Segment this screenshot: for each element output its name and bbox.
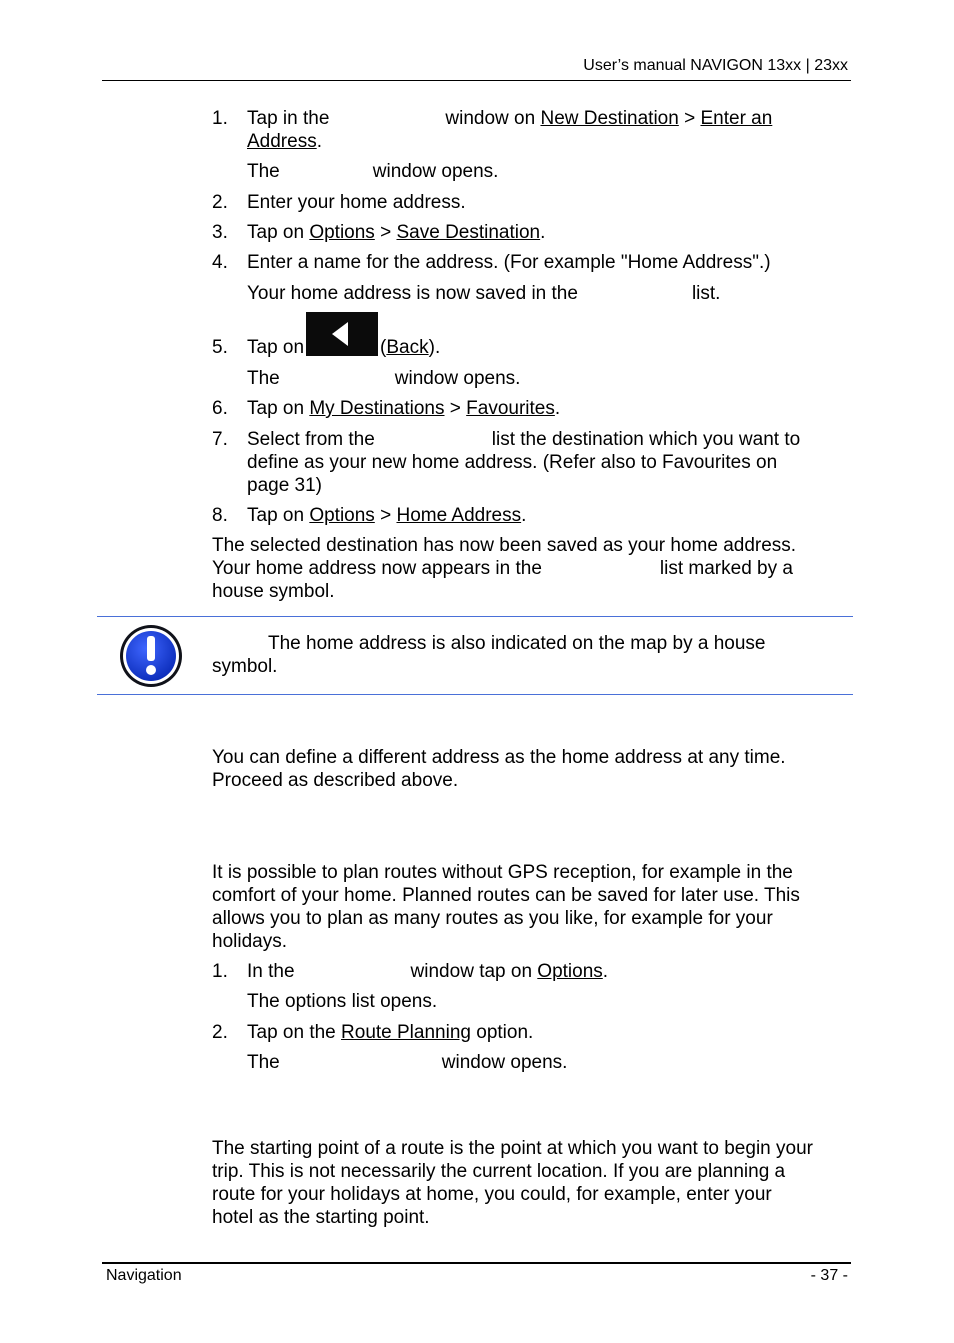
step-text: In the — [247, 961, 295, 982]
punct: . — [554, 398, 561, 419]
header-rule — [102, 80, 851, 81]
back-arrow-icon — [330, 322, 352, 346]
options-link[interactable]: Options — [309, 505, 375, 526]
step-number: 6. — [212, 398, 228, 419]
my-destinations-link[interactable]: My Destinations — [309, 398, 445, 419]
result-text: window opens. — [372, 161, 499, 182]
step-text: Tap on — [247, 398, 305, 419]
step-text: Select from the — [247, 429, 375, 450]
result-text: The — [247, 1052, 280, 1073]
home-address-link[interactable]: Home Address — [396, 505, 522, 526]
step-number: 1. — [212, 961, 228, 982]
save-destination-link[interactable]: Save Destination — [396, 222, 541, 243]
step-5-text — [247, 312, 847, 371]
step-number: 2. — [212, 1022, 228, 1043]
note-text — [212, 632, 847, 678]
result-text: Your home address is now saved in the — [247, 283, 578, 304]
plan-step-2-result — [247, 1051, 847, 1074]
separator: > — [380, 222, 392, 243]
punct: ( — [380, 337, 387, 358]
step-text: Tap on — [247, 222, 305, 243]
para-text: trip. This is not necessarily the current location. If you are planning a — [212, 1161, 786, 1182]
step-text: window on — [445, 108, 536, 129]
punct: . — [602, 961, 609, 982]
para-text: hotel as the starting point. — [212, 1207, 430, 1228]
options-link[interactable]: Options — [309, 222, 375, 243]
note-line: The home address is also indicated on the map by a house — [268, 633, 766, 654]
route-planning-link[interactable]: Route Planning — [341, 1022, 471, 1043]
options-link[interactable]: Options — [537, 961, 603, 982]
step-text: page 31) — [247, 475, 323, 496]
step-text: window tap on — [410, 961, 533, 982]
step-5-result — [247, 367, 847, 390]
footer-section: Navigation — [106, 1267, 182, 1284]
para-text: holidays. — [212, 931, 287, 952]
para-text: comfort of your home. Planned routes can be saved for later use. This — [212, 885, 800, 906]
separator: > — [449, 398, 461, 419]
para-text: You can define a different address as the home address at any time. — [212, 747, 786, 768]
para-text: The starting point of a route is the point at which you want to begin your — [212, 1138, 813, 1159]
step-6-text — [247, 397, 847, 420]
step-text: option. — [476, 1022, 534, 1043]
punct: ). — [428, 337, 441, 358]
step-number: 3. — [212, 222, 228, 243]
footer-rule — [102, 1262, 851, 1264]
plan-step-2-text — [247, 1021, 847, 1044]
exclamation-info-icon — [118, 623, 184, 689]
result-text: window opens. — [394, 368, 521, 389]
step-number: 5. — [212, 337, 228, 358]
step-text: Tap on — [247, 505, 305, 526]
step-text: Tap on — [247, 337, 305, 358]
step-2-text: Enter your home address. — [247, 192, 466, 213]
starting-point-paragraph — [212, 1137, 847, 1229]
step-text: Tap on the — [247, 1022, 336, 1043]
step-text: define as your new home address. (Refer also to Favourites on — [247, 452, 778, 473]
step-number: 7. — [212, 429, 228, 450]
para-text: The selected destination has now been saved as your home address. — [212, 535, 797, 556]
note-bottom-rule — [97, 694, 853, 695]
plan-step-1-text — [247, 960, 847, 983]
back-button[interactable] — [306, 312, 378, 356]
step-3-text — [247, 221, 847, 244]
step-4-result — [247, 282, 847, 305]
page-number: - 37 - — [810, 1267, 848, 1284]
plan-step-1-result: The options list opens. — [247, 991, 438, 1012]
new-destination-link[interactable]: New Destination — [540, 108, 679, 129]
para-text: It is possible to plan routes without GPS reception, for example in the — [212, 862, 793, 883]
para-text: Your home address now appears in the — [212, 558, 542, 579]
result-text: The — [247, 368, 280, 389]
step-text: list the destination which you want to — [491, 429, 801, 450]
step-1-text — [247, 107, 847, 153]
result-text: window opens. — [441, 1052, 568, 1073]
para-text: allows you to plan as many routes as you like, for example for your — [212, 908, 773, 929]
note-top-rule — [97, 616, 853, 617]
running-header: User’s manual NAVIGON 13xx | 23xx — [583, 57, 848, 74]
step-number: 4. — [212, 252, 228, 273]
step-number: 2. — [212, 192, 228, 213]
para-text: Proceed as described above. — [212, 770, 459, 791]
step-1-result — [247, 160, 847, 183]
punct: . — [521, 505, 527, 526]
step-7-text — [247, 428, 847, 497]
back-link[interactable]: Back — [386, 337, 429, 358]
enter-an-address-link-cont[interactable]: Address — [247, 131, 317, 152]
planning-paragraph — [212, 861, 847, 953]
step-4-text: Enter a name for the address. (For example "Home Address".) — [247, 252, 771, 273]
punct: . — [316, 131, 322, 152]
separator: > — [684, 108, 696, 129]
separator: > — [380, 505, 392, 526]
punct: . — [540, 222, 546, 243]
result-text: The — [247, 161, 280, 182]
para-text: route for your holidays at home, you could, for example, enter your — [212, 1184, 772, 1205]
favourites-link[interactable]: Favourites — [466, 398, 555, 419]
note-line: symbol. — [212, 656, 278, 677]
para-text: house symbol. — [212, 581, 335, 602]
result-text: list. — [691, 283, 721, 304]
step-number: 8. — [212, 505, 228, 526]
change-paragraph — [212, 746, 847, 792]
step-8-text — [247, 504, 847, 527]
enter-an-address-link[interactable]: Enter an — [700, 108, 773, 129]
para-text: list marked by a — [659, 558, 793, 579]
step-number: 1. — [212, 108, 228, 129]
saved-paragraph — [212, 534, 847, 603]
step-text: Tap in the — [247, 108, 330, 129]
